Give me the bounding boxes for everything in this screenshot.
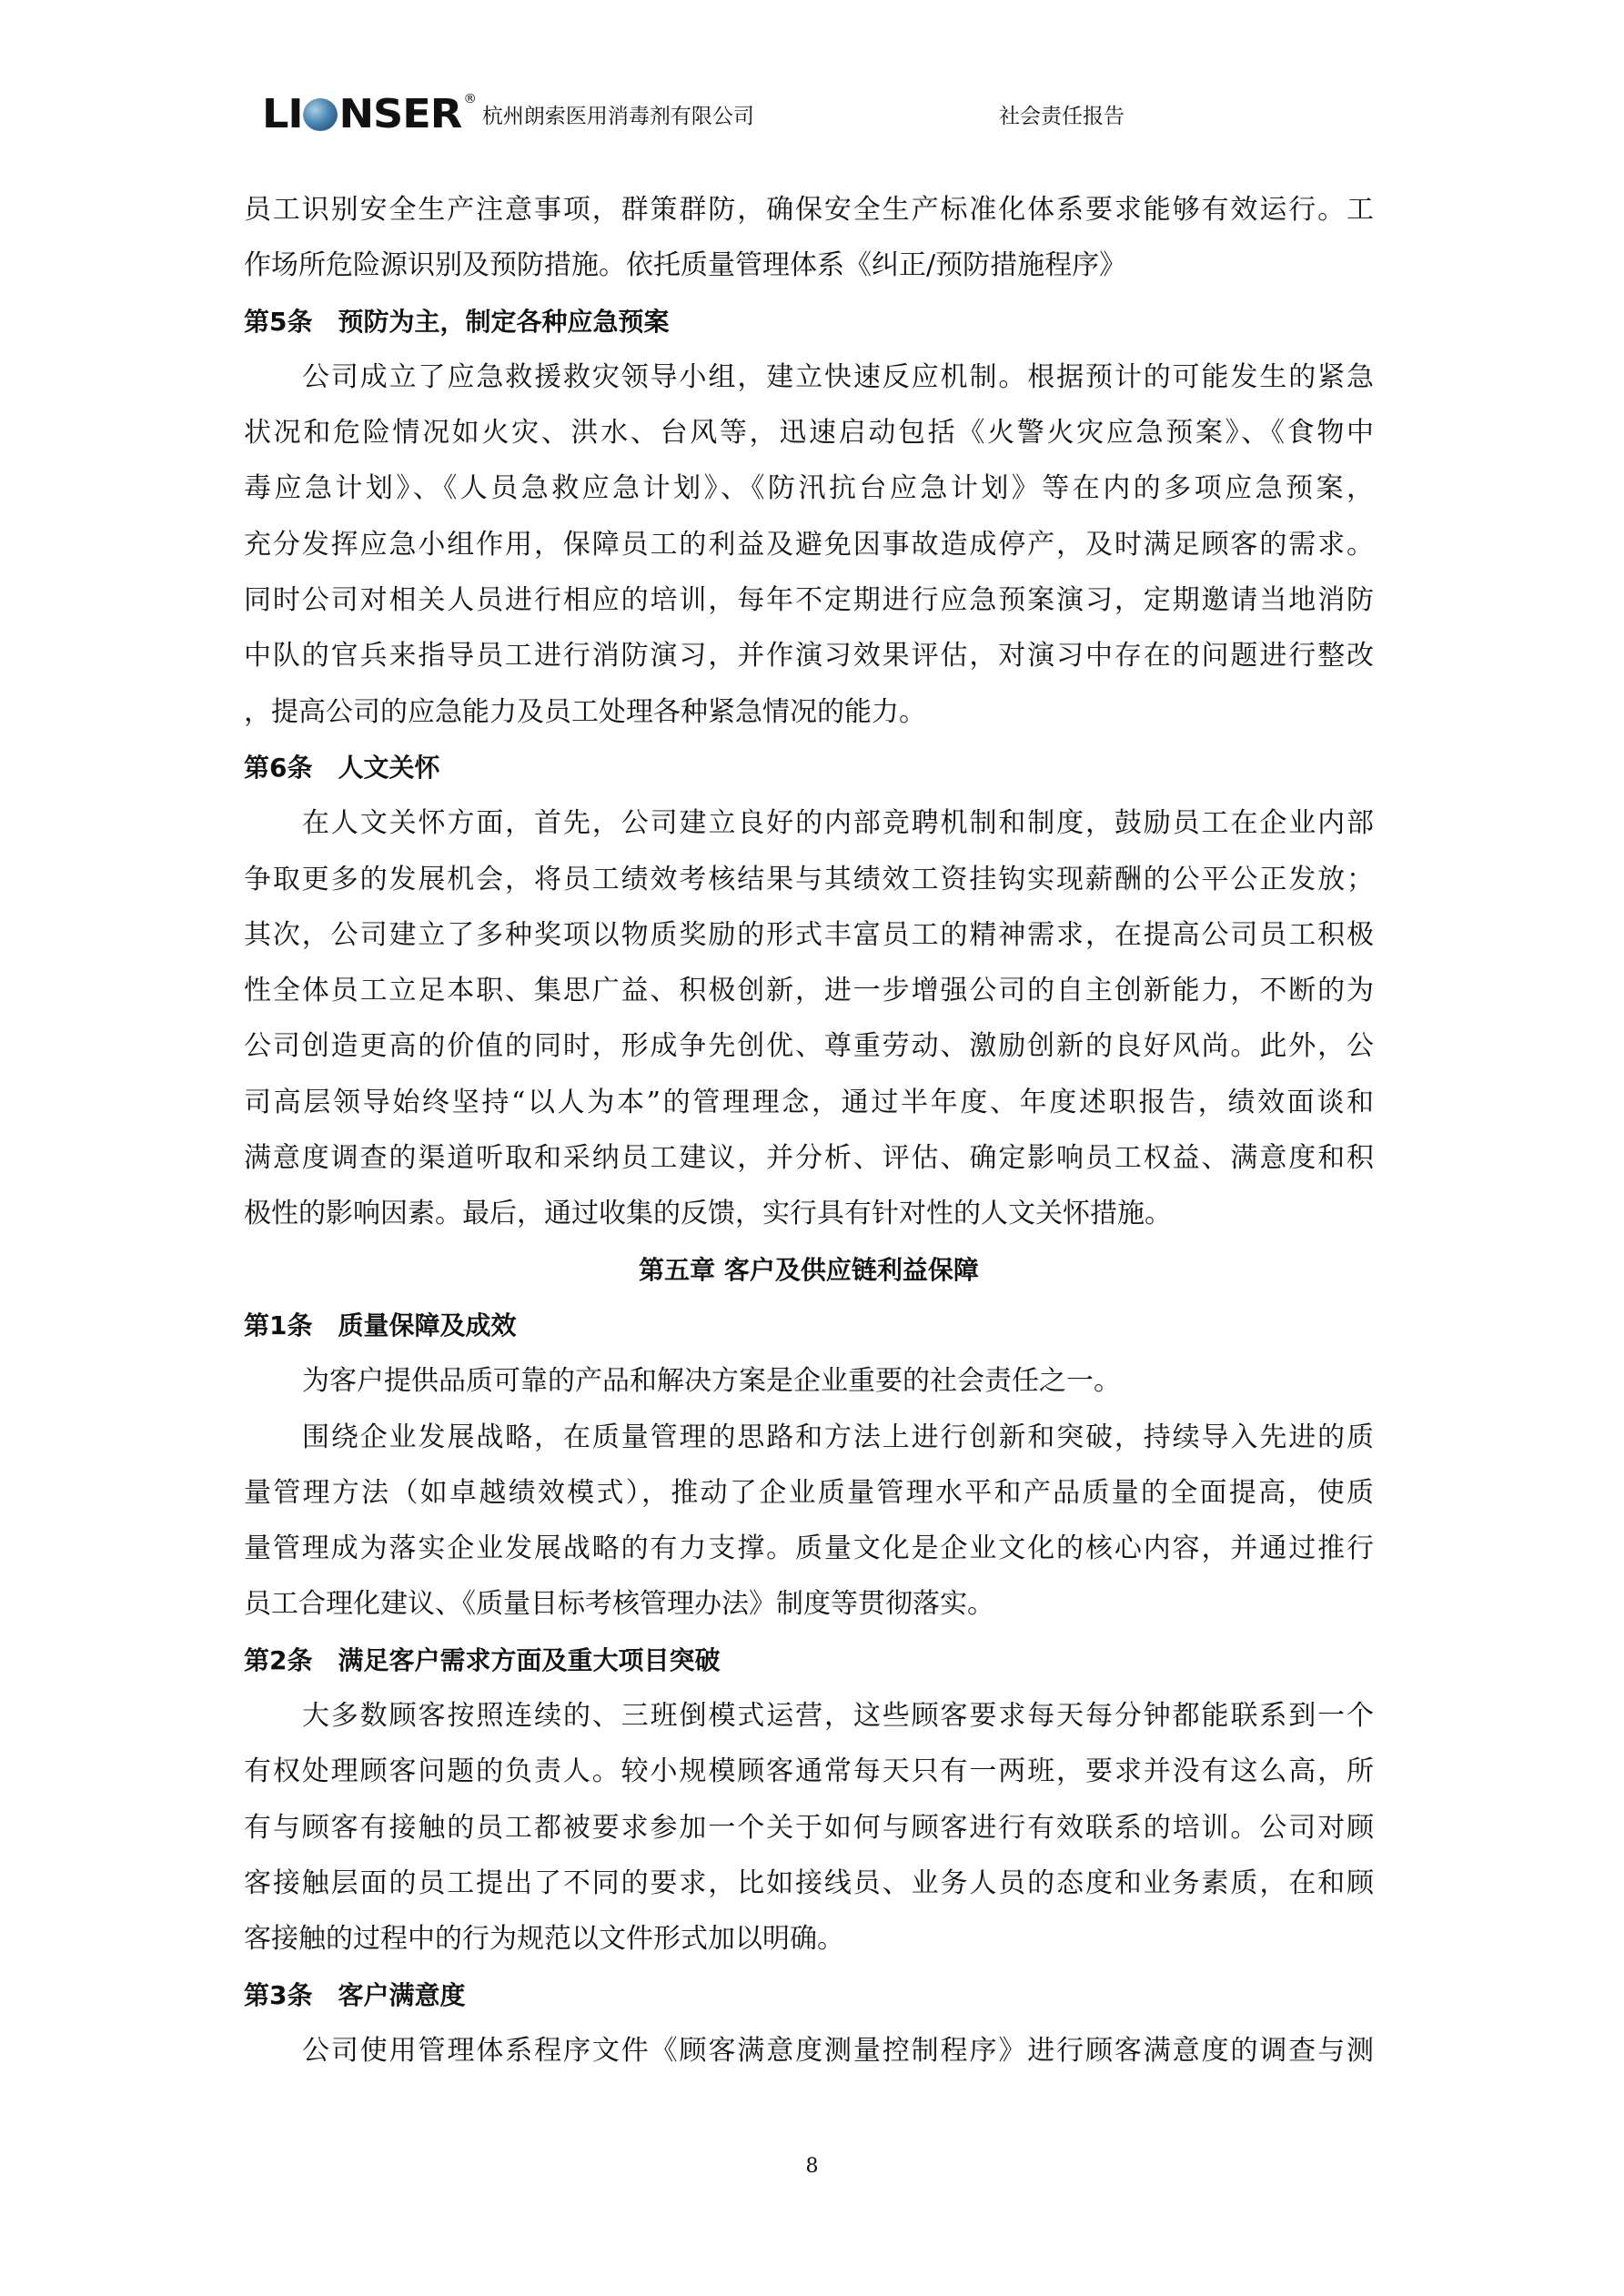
paragraph-line: 毒应急计划》、《人员急救应急计划》、《防汛抗台应急计划》等在内的多项应急预案， [244,472,1374,505]
paragraph-line: 充分发挥应急小组作用，保障员工的利益及避免因事故造成停产，及时满足顾客的需求。 [244,528,1374,561]
globe-icon [304,98,338,131]
paragraph-line: 员工合理化建议、《质量目标考核管理办法》制度等贯彻落实。 [244,1588,994,1621]
paragraph-line: 状况和危险情况如火灾、洪水、台风等，迅速启动包括《火警火灾应急预案》、《食物中 [244,417,1374,450]
paragraph-line: 有与顾客有接触的员工都被要求参加一个关于如何与顾客进行有效联系的培训。公司对顾 [244,1811,1374,1844]
paragraph-line: 同时公司对相关人员进行相应的培训，每年不定期进行应急预案演习，定期邀请当地消防 [244,584,1374,617]
article-heading: 第6条 人文关怀 [244,752,440,783]
paragraph-line: 公司成立了应急救援救灾领导小组，建立快速反应机制。根据预计的可能发生的紧急 [302,360,1374,393]
report-title: 社会责任报告 [999,104,1125,128]
paragraph-line: 大多数顾客按照连续的、三班倒模式运营，这些顾客要求每天每分钟都能联系到一个 [302,1700,1374,1733]
paragraph-line: 客接触层面的员工提出了不同的要求，比如接线员、业务人员的态度和业务素质，在和顾 [244,1866,1374,1899]
document-body [244,182,1374,2079]
paragraph-line: 围绕企业发展战略，在质量管理的思路和方法上进行创新和突破，持续导入先进的质 [302,1421,1374,1453]
article-heading: 第2条 满足客户需求方面及重大项目突破 [244,1644,721,1675]
article-heading: 第1条 质量保障及成效 [244,1310,517,1340]
registered-mark: ® [463,92,477,106]
paragraph-line: ，提高公司的应急能力及员工处理各种紧急情况的能力。 [244,695,926,728]
logo-text-right: NSER [338,90,462,137]
paragraph-line: 中队的官兵来指导员工进行消防演习，并作演习效果评估，对演习中存在的问题进行整改 [244,640,1374,673]
paragraph-line: 作场所危险源识别及预防措施。依托质量管理体系《纠正/预防措施程序》 [244,249,1127,282]
paragraph-line: 员工识别安全生产注意事项，群策群防，确保安全生产标准化体系要求能够有效运行。工 [244,194,1374,226]
company-logo [262,91,476,137]
paragraph-line: 公司使用管理体系程序文件《顾客满意度测量控制程序》进行顾客满意度的调查与测 [302,2034,1374,2067]
chapter-title: 第五章 客户及供应链利益保障 [639,1254,979,1285]
paragraph-line: 为客户提供品质可靠的产品和解决方案是企业重要的社会责任之一。 [302,1365,1121,1398]
paragraph-line: 司高层领导始终坚持“以人为本”的管理理念，通过半年度、年度述职报告，绩效面谈和 [244,1086,1374,1118]
company-name: 杭州朗索医用消毒剂有限公司 [481,104,754,128]
paragraph-line: 有权处理顾客问题的负责人。较小规模顾客通常每天只有一两班，要求并没有这么高，所 [244,1755,1374,1788]
paragraph-line: 其次，公司建立了多种奖项以物质奖励的形式丰富员工的精神需求，在提高公司员工积极 [244,918,1374,951]
article-heading: 第3条 客户满意度 [244,1979,466,2010]
paragraph-line: 量管理成为落实企业发展战略的有力支撑。质量文化是企业文化的核心内容，并通过推行 [244,1532,1374,1565]
paragraph-line: 客接触的过程中的行为规范以文件形式加以明确。 [244,1923,844,1956]
paragraph-line: 量管理方法（如卓越绩效模式），推动了企业质量管理水平和产品质量的全面提高，使质 [244,1476,1374,1509]
paragraph-line: 在人文关怀方面，首先，公司建立良好的内部竞聘机制和制度，鼓励员工在企业内部 [302,807,1374,840]
page-number: 8 [805,2155,819,2178]
page-header [262,91,1263,137]
logo-text-left: LI [262,90,303,137]
paragraph-line: 极性的影响因素。最后，通过收集的反馈，实行具有针对性的人文关怀措施。 [244,1198,1172,1230]
paragraph-line: 性全体员工立足本职、集思广益、积极创新，进一步增强公司的自主创新能力，不断的为 [244,975,1374,1007]
paragraph-line: 争取更多的发展机会，将员工绩效考核结果与其绩效工资挂钩实现薪酬的公平公正发放； [244,863,1374,895]
paragraph-line: 公司创造更高的价值的同时，形成争先创优、尊重劳动、激励创新的良好风尚。此外，公 [244,1030,1374,1063]
article-heading: 第5条 预防为主，制定各种应急预案 [244,306,670,337]
paragraph-line: 满意度调查的渠道听取和采纳员工建议，并分析、评估、确定影响员工权益、满意度和积 [244,1142,1374,1175]
